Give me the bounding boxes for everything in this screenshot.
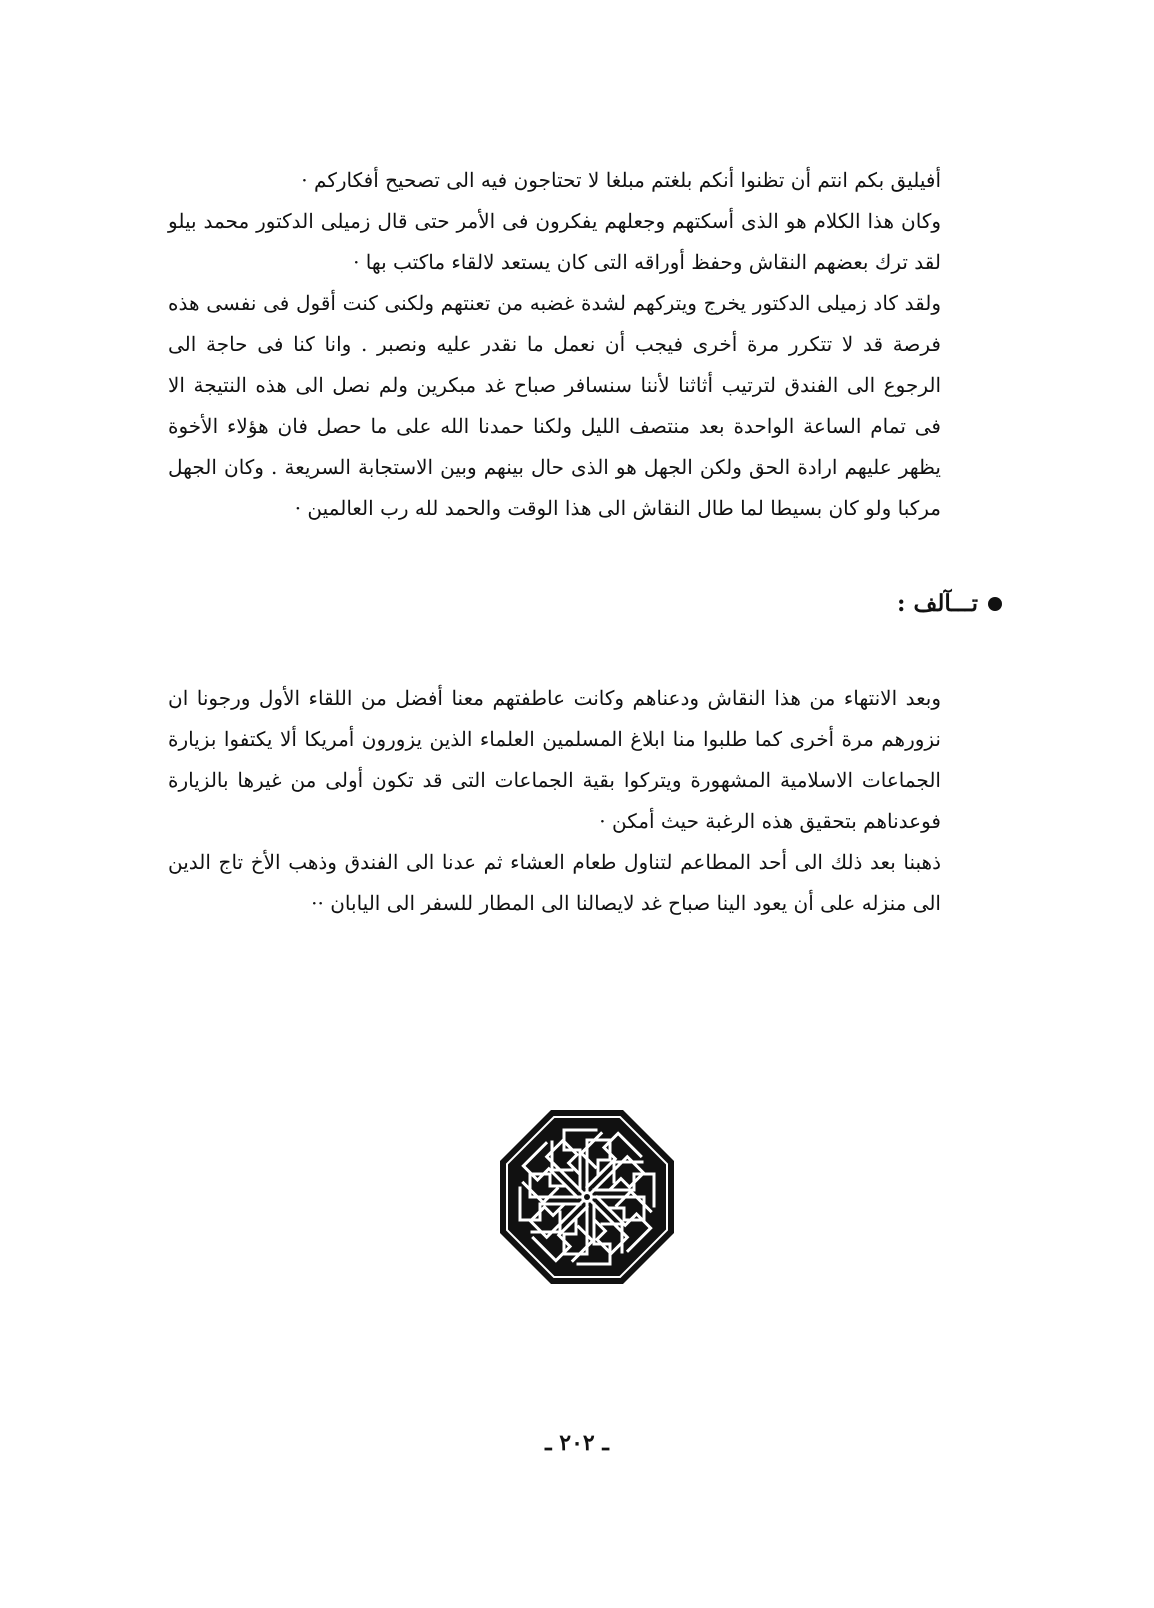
paragraph: وبعد الانتهاء من هذا النقاش ودعناهم وكانت عاطفتهم معنا أفضل من اللقاء الأول ورجونا ان نزورهم مرة أخرى كما طلبوا منا ابلاغ المسلمين العلماء الذين يزورون أمريكا ألا يكتفوا بزيارة الجماعات الاسلامية المشهورة ويتركوا بقية الجماعات التى قد تكون أولى من غيرها بالزيارة فوعدناهم بتحقيق هذه الرغبة حيث أمكن ·	[168, 686, 941, 833]
paragraph: ذهبنا بعد ذلك الى أحد المطاعم لتناول طعام العشاء ثم عدنا الى الفندق وذهب الأخ تاج الدين الى منزله على أن يعود الينا صباح غد لايصالنا الى المطار للسفر الى اليابان ··	[168, 850, 941, 915]
paragraph: أفيليق بكم انتم أن تظنوا أنكم بلغتم مبلغا لا تحتاجون فيه الى تصحيح أفكاركم ·	[301, 168, 941, 192]
text-block-top	[168, 160, 1003, 529]
bullet-icon	[988, 597, 1002, 611]
paragraph: ولقد كاد زميلى الدكتور يخرج ويتركهم لشدة غضبه من تعنتهم ولكنى كنت أقول فى نفسى هذه فرصة قد لا تتكرر مرة أخرى فيجب أن نعمل ما نقدر عليه ونصبر . وانا كنا فى حاجة الى الرجوع الى الفندق لترتيب أثاثنا لأننا سنسافر صباح غد مبكرين ولم نصل الى هذه النتيجة الا فى تمام الساعة الواحدة بعد منتصف الليل ولكنا حمدنا الله على ما حصل فان هؤلاء الأخوة يظهر عليهم ارادة الحق ولكن الجهل هو الذى حال بينهم وبين الاستجابة السريعة . وكان الجهل مركبا ولو كان بسيطا لما طال النقاش الى هذا الوقت والحمد لله رب العالمين ·	[168, 291, 942, 520]
text-block-bottom	[168, 678, 1003, 924]
paragraph: وكان هذا الكلام هو الذى أسكتهم وجعلهم يفكرون فى الأمر حتى قال زميلى الدكتور محمد بيلو لقد ترك بعضهم النقاش وحفظ أوراقه التى كان يستعد لالقاء ماكتب بها ·	[168, 209, 941, 274]
section-heading-text: تـــآلف :	[897, 590, 978, 617]
octagonal-geometric-ornament-icon	[500, 1110, 674, 1284]
section-heading	[897, 590, 1002, 617]
page-number: ـ ٢٠٢ ـ	[545, 1430, 609, 1456]
